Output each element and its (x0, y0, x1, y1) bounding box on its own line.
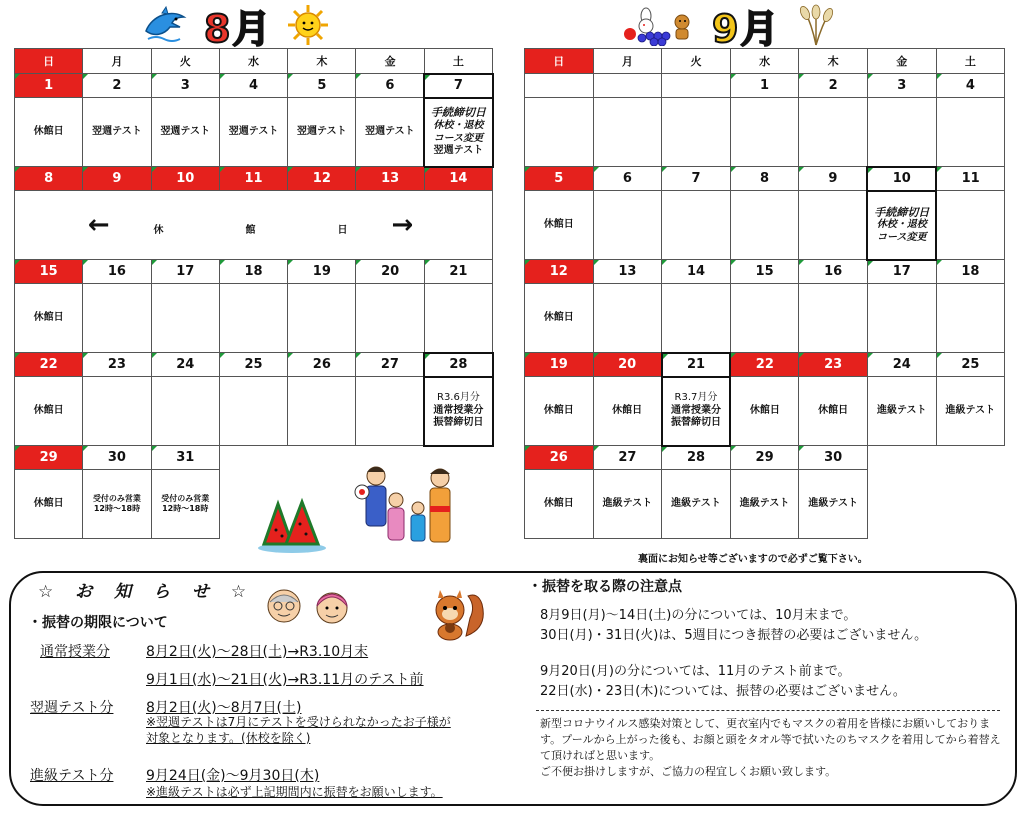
date-cell: 12 (525, 260, 594, 284)
day-note: 休館日 (15, 377, 83, 446)
makeup-note-line: 22日(水)・23日(木)については、振替の必要はございません。 (540, 684, 906, 699)
note-line: 振替締切日 (670, 417, 721, 429)
note-line: 12時～18時 (162, 504, 209, 513)
weekday-fri: 金 (867, 49, 936, 74)
date-cell: 5 (525, 167, 594, 191)
right-arrow: → (391, 209, 420, 240)
watermelon-icon (256, 494, 328, 554)
august-title-area (142, 4, 330, 51)
day-note: 進級テスト (936, 377, 1005, 446)
date-cell: 27 (593, 446, 662, 470)
date-cell: 23 (83, 353, 151, 377)
date-cell: 9 (799, 167, 868, 191)
date-cell: 19 (288, 260, 356, 284)
weekday-thu: 木 (288, 49, 356, 74)
day-note (662, 284, 731, 353)
date-cell: 17 (867, 260, 936, 284)
family-yukata-icon (350, 462, 462, 554)
date-cell: 2 (799, 74, 868, 98)
september-title-area (620, 4, 838, 51)
date-cell: 20 (356, 260, 424, 284)
day-note (936, 98, 1005, 167)
dashed-divider (536, 710, 1000, 711)
note-line: 受付のみ営業 (92, 494, 141, 503)
day-note: 翌週テスト (356, 98, 424, 167)
day-note (83, 377, 151, 446)
day-note: 進級テスト (730, 470, 799, 539)
date-cell: 8 (15, 167, 83, 191)
date-cell: 16 (799, 260, 868, 284)
weekday-wed: 水 (219, 49, 287, 74)
date-cell: 29 (15, 446, 83, 470)
day-note: 休館日 (525, 377, 594, 446)
day-note (730, 284, 799, 353)
next-week-test-period: 8月2日(火)～8月7日(土) (146, 700, 302, 716)
closed-char: 日 (337, 224, 354, 236)
day-note (593, 191, 662, 260)
notice-title: ☆ お 知 ら せ ☆ (38, 582, 255, 602)
day-note (424, 284, 492, 353)
weekday-mon: 月 (593, 49, 662, 74)
weekday-sat: 土 (936, 49, 1005, 74)
day-note (83, 284, 151, 353)
weekday-tue: 火 (662, 49, 731, 74)
date-cell: 6 (356, 74, 424, 98)
day-note (356, 377, 424, 446)
date-cell: 20 (593, 353, 662, 377)
date-cell: 3 (151, 74, 219, 98)
day-note (288, 284, 356, 353)
note-line: 振替締切日 (433, 417, 484, 429)
date-cell (662, 74, 731, 98)
weekday-sun: 日 (15, 49, 83, 74)
day-note: 進級テスト (867, 377, 936, 446)
makeup-note-line: 30日(月)・31日(火)は、5週目につき振替の必要はございません。 (540, 628, 928, 643)
day-note (730, 191, 799, 260)
sun-icon (286, 3, 330, 47)
date-cell: 28 (662, 446, 731, 470)
day-note (936, 191, 1005, 260)
august-title: 8月 (204, 6, 273, 51)
note-line: コース変更 (433, 132, 484, 144)
regular-class-label: 通常授業分 (40, 644, 110, 660)
next-week-test-note-2: 対象となります。(休校を除く) (146, 731, 311, 745)
day-note (219, 284, 287, 353)
day-note (151, 377, 219, 446)
date-cell: 31 (151, 446, 219, 470)
day-note: 休館日 (525, 284, 594, 353)
date-cell: 21 (424, 260, 492, 284)
weekday-fri: 金 (356, 49, 424, 74)
date-cell: 21 (662, 353, 731, 377)
weekday-mon: 月 (83, 49, 151, 74)
date-cell: 7 (424, 74, 492, 98)
date-cell: 14 (424, 167, 492, 191)
date-cell: 25 (936, 353, 1005, 377)
day-note (662, 191, 731, 260)
day-note: 翌週テスト (151, 98, 219, 167)
date-cell: 4 (219, 74, 287, 98)
date-cell: 8 (730, 167, 799, 191)
dolphin-icon (142, 5, 190, 45)
note-line: 手続締切日 (430, 106, 486, 120)
day-note: 休館日 (15, 98, 83, 167)
note-line: 休校・退校 (876, 219, 927, 231)
september-title: 9月 (712, 6, 781, 51)
note-line: R3.6月分 (437, 392, 480, 404)
date-cell: 22 (730, 353, 799, 377)
date-cell: 30 (83, 446, 151, 470)
date-cell: 6 (593, 167, 662, 191)
date-cell: 12 (288, 167, 356, 191)
note-line: R3.7月分 (674, 392, 718, 404)
note-line: 通常授業分 (433, 404, 484, 416)
weekday-thu: 木 (799, 49, 868, 74)
date-cell: 7 (662, 167, 731, 191)
deadline-note (662, 377, 731, 446)
day-note (593, 98, 662, 167)
notice-subtitle: ・振替の期限について (28, 615, 168, 631)
note-line: 12時～18時 (93, 504, 141, 513)
date-cell: 16 (83, 260, 151, 284)
date-cell: 11 (936, 167, 1005, 191)
day-note (151, 284, 219, 353)
grandparents-icon (262, 586, 372, 630)
left-arrow: ← (87, 209, 116, 240)
makeup-note-line: 8月9日(月)～14日(土)の分については、10月末まで。 (540, 608, 857, 623)
squirrel-icon (426, 588, 488, 642)
date-cell: 18 (936, 260, 1005, 284)
september-calendar (524, 48, 1005, 539)
day-note (799, 191, 868, 260)
weekday-tue: 火 (151, 49, 219, 74)
moon-rabbit-grapes-icon (620, 4, 698, 46)
makeup-note-line: 9月20日(月)の分については、11月のテスト前まで。 (540, 664, 851, 679)
date-cell: 2 (83, 74, 151, 98)
covid-notice: 新型コロナウイルス感染対策として、更衣室内でもマスクの着用を皆様にお願いしております。プールから上がった後も、お顔と頭をタオル等で拭いたのちマスクを着用してから着替えて頂ければと思います。 ご不便お掛けしますが、ご協力の程宜しくお願い致します。 (540, 717, 1001, 778)
day-note (867, 284, 936, 353)
deadline-note (424, 98, 492, 167)
promotion-test-period: 9月24日(金)～9月30日(木) (146, 768, 320, 784)
day-note: 休館日 (15, 284, 83, 353)
day-note (151, 470, 219, 539)
date-cell: 3 (867, 74, 936, 98)
day-note (662, 98, 731, 167)
note-line: 通常授業分 (670, 404, 721, 416)
day-note: 休館日 (730, 377, 799, 446)
day-note (799, 284, 868, 353)
closed-char: 館 (245, 224, 262, 236)
date-cell: 1 (15, 74, 83, 98)
date-cell: 5 (288, 74, 356, 98)
weekday-sat: 土 (424, 49, 492, 74)
date-cell: 9 (83, 167, 151, 191)
next-week-test-note: ※翌週テストは7月にテストを受けられなかったお子様が (146, 715, 451, 729)
date-cell: 10 (867, 167, 936, 191)
day-note: 翌週テスト (219, 98, 287, 167)
deadline-note (424, 377, 492, 446)
date-cell: 29 (730, 446, 799, 470)
day-note: 休館日 (593, 377, 662, 446)
date-cell: 4 (936, 74, 1005, 98)
day-note (83, 470, 151, 539)
day-note: 翌週テスト (288, 98, 356, 167)
day-note (730, 98, 799, 167)
date-cell: 11 (219, 167, 287, 191)
promotion-test-label: 進級テスト分 (30, 768, 114, 784)
date-cell (593, 74, 662, 98)
date-cell: 22 (15, 353, 83, 377)
weekday-sun: 日 (525, 49, 594, 74)
pampas-grass-icon (794, 3, 838, 47)
empty-cell (867, 470, 1004, 539)
day-note: 翌週テスト (83, 98, 151, 167)
date-cell: 10 (151, 167, 219, 191)
day-note: 休館日 (525, 191, 594, 260)
makeup-notes-title: ・振替を取る際の注意点 (528, 579, 682, 595)
day-note (288, 377, 356, 446)
back-page-note: 裏面にお知らせ等ございますので必ずご覧下さい。 (638, 554, 868, 565)
day-note (219, 377, 287, 446)
weekday-wed: 水 (730, 49, 799, 74)
day-note (525, 98, 594, 167)
day-note: 休館日 (525, 470, 594, 539)
date-cell: 19 (525, 353, 594, 377)
date-cell: 17 (151, 260, 219, 284)
regular-class-period: 8月2日(火)～28日(土)→R3.10月末 (146, 644, 369, 660)
note-line: 翌週テスト (433, 145, 484, 157)
date-cell: 18 (219, 260, 287, 284)
note-line: 手続締切日 (874, 205, 930, 219)
day-note (356, 284, 424, 353)
promotion-test-note: ※進級テストは必ず上記期間内に振替をお願いします。 (146, 785, 443, 799)
day-note: 進級テスト (799, 470, 868, 539)
date-cell: 14 (662, 260, 731, 284)
note-line: コース変更 (877, 231, 927, 243)
day-note: 休館日 (15, 470, 83, 539)
day-note: 休館日 (799, 377, 868, 446)
empty-cell (867, 446, 1004, 470)
date-cell: 28 (424, 353, 492, 377)
date-cell: 1 (730, 74, 799, 98)
date-cell: 26 (288, 353, 356, 377)
next-week-test-label: 翌週テスト分 (30, 700, 114, 716)
date-cell: 13 (593, 260, 662, 284)
date-cell: 24 (867, 353, 936, 377)
day-note: 進級テスト (662, 470, 731, 539)
day-note (936, 284, 1005, 353)
deadline-note (867, 191, 936, 260)
date-cell: 26 (525, 446, 594, 470)
day-note: 進級テスト (593, 470, 662, 539)
date-cell: 30 (799, 446, 868, 470)
day-note (799, 98, 868, 167)
closed-period (15, 191, 493, 260)
note-line: 休校・退校 (433, 120, 484, 132)
note-line: 受付のみ営業 (161, 494, 210, 503)
regular-class-period-2: 9月1日(水)～21日(火)→R3.11月のテスト前 (146, 672, 424, 688)
date-cell: 24 (151, 353, 219, 377)
date-cell: 15 (730, 260, 799, 284)
date-cell: 23 (799, 353, 868, 377)
date-cell: 13 (356, 167, 424, 191)
date-cell (525, 74, 594, 98)
date-cell: 25 (219, 353, 287, 377)
date-cell: 27 (356, 353, 424, 377)
day-note (593, 284, 662, 353)
date-cell: 15 (15, 260, 83, 284)
closed-char: 休 (153, 224, 170, 236)
day-note (867, 98, 936, 167)
